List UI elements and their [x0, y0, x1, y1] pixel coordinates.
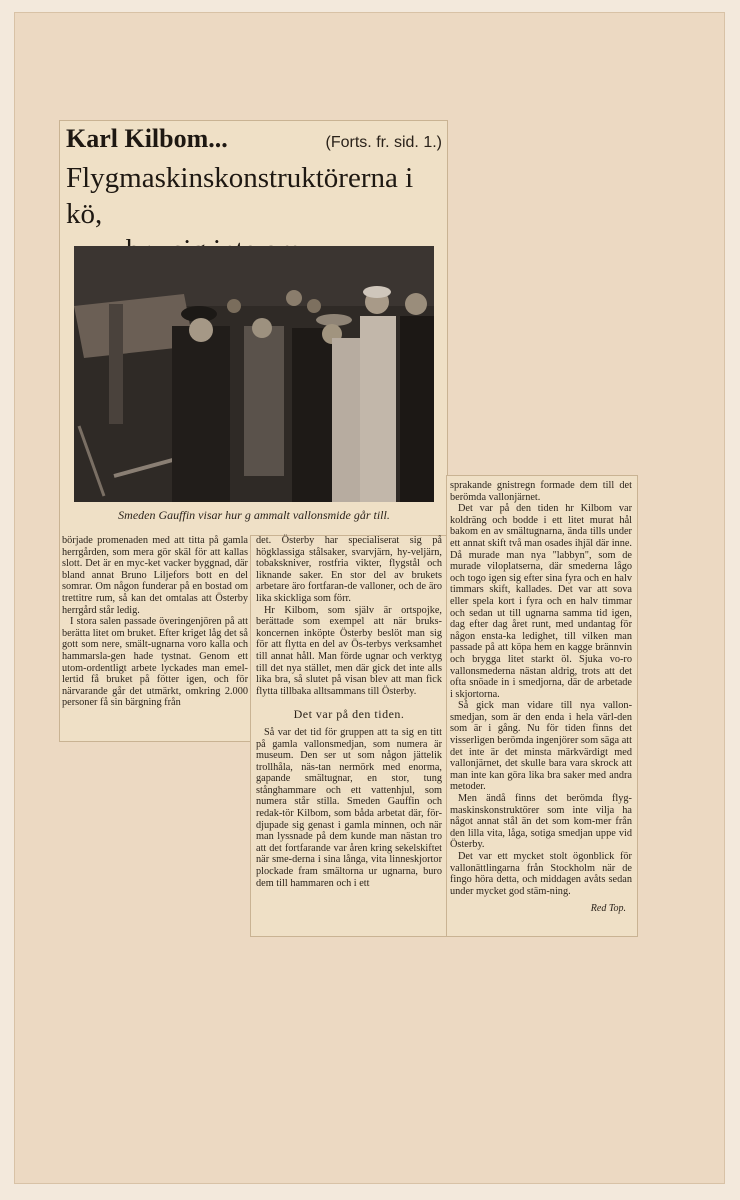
article-column-1: [62, 535, 248, 709]
article-photo: [74, 246, 434, 502]
article-column-3: [450, 480, 632, 915]
paragraph: Hr Kilbom, som själv är ortspojke, berättade som exempel att när bruks-koncernen inköpte Österby beslöt man sig för att flytta en del av Ös-terbys verksamhet till annat håll. Man förde ugnar och verktyg till det nya stället, men där gick det inte alls lika bra, så slutet på visan blev att man fick flytta tillbaka alltsammans till Österby.: [256, 604, 442, 697]
photo-illustration: [74, 246, 434, 502]
section-subhead: Det var på den tiden.: [293, 707, 405, 722]
author-signature: Red Top.: [590, 903, 626, 915]
article-header: [66, 124, 442, 160]
paragraph: Så gick man vidare till nya vallon-smedjan, som är den enda i hela värl-den som är i gång. Nu för tiden finns det visserligen berömda ingenjörer som säga att det inte är det minsta märkvärdigt med vallonjärnet, det skulle bara vara skrock att man inte kan göra lika bra saker med andra metoder.: [450, 700, 632, 793]
paragraph: Det var ett mycket stolt ögonblick för vallonättlingarna från Stockholm när de fingo höra detta, och middagen avåts sedan under mycket god stäm-ning.: [450, 851, 632, 897]
paragraph: Det var på den tiden hr Kilbom var koldräng och bodde i ett litet murat hål bakom en av smältugnarna, ända tills under ett annat skift två man osades ihjäl där inne. Då murade man nya "labbyn", som de murade viloplatserna, där smederna lågo och togo igen sig efter sina fyra och en halv timmars skift, kallades. Det var att sova eller spela kort i fyra och en halv timmar och sedan ut till ugnarna samma tid igen, dag efter dag året runt, med undantag för någon ensta-ka ledighet, till vilken man passade på att köpa hem en kagge brännvin och brygga litet starkt öl. Sjuka vo-ro vallonsmederna nästan aldrig, trots att det ofta snöade in i smedjorna, där de arbetade i skjortorna.: [450, 503, 632, 700]
paragraph: det. Österby har specialiserat sig på högklassiga stålsaker, svarvjärn, hy-veljärn, tobakskniver, rostfria vikter, flygstål och liknande saker. En stor del av brukets arbetare äro fortfaran-de valloner, och de äro lika skickliga som förr.: [256, 535, 442, 604]
paragraph: Så var det tid för gruppen att ta sig en titt på gamla vallonsmedjan, som numera är museum. Den ser ut som någon jättelik trollhåla, näs-tan nermörk med enorma, gapande smältugnar, en stor, tung stånghammare och ett vattenhjul, som numera står stilla. Smeden Gauffin och redak-tör Kilbom, som båda arbetat där, för-djupade sig genast i gamla minnen, och när man lyssnade på dem kunde man nästan tro att det fortfarande var åren kring sekelskiftet när sme-derna i sina långa, vita linneskjortor plockade fram smältorna ur ugnarna, buro dem till hammaren och i ett: [256, 726, 442, 889]
paragraph: sprakande gnistregn formade dem till det berömda vallonjärnet.: [450, 480, 632, 503]
paragraph: började promenaden med att titta på gamla herrgården, som mera gör skäl för att kallas slott. Det är en myc-ket vacker byggnad, där bland annat Bruno Liljefors bott en del somrar. Om någon funderar på en bostad om trettitre rum, så kan det omtalas att Österby herrgård står ledig.: [62, 535, 248, 616]
photo-caption: Smeden Gauffin visar hur g ammalt vallonsmide går till.: [118, 508, 390, 522]
headline-line-1: Flygmaskinskonstruktörerna i kö,: [66, 162, 414, 230]
paragraph: I stora salen passade överingenjören på att berätta litet om bruket. Efter kriget låg det så gott som nere, smält-ugnarna voro kalla och hammarsla-gen hade tystnat. Genom ett utom-ordentligt arbete lyckades man emel-lertid få bruket på fötter igen, och för närvarande går det utmärkt, omkring 2.000 personer få sin bärgning från: [62, 616, 248, 709]
continued-reference: (Forts. fr. sid. 1.): [325, 134, 442, 151]
article-column-2: [256, 535, 442, 889]
paragraph: Men ändå finns det berömda flyg-maskinskonstruktörer som inte vilja ha något annat stål än det som kom-mer från den lilla vita, låga, sotiga smedjan uppe vid Österby.: [450, 793, 632, 851]
article-kicker: Karl Kilbom...: [66, 124, 228, 153]
